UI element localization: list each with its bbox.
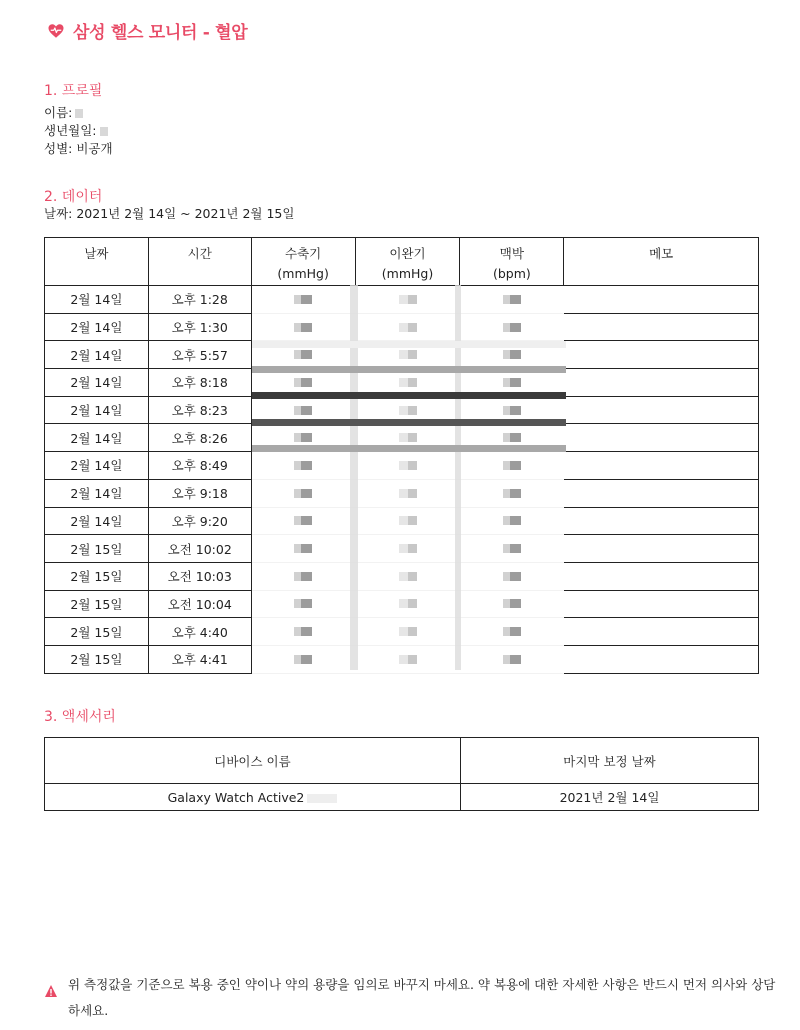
pixelated-value <box>503 516 521 525</box>
profile-name: 이름: <box>44 104 113 122</box>
data-heading: 2. 데이터 <box>44 189 103 205</box>
pixelated-value <box>399 350 417 359</box>
row-diastolic-redacted <box>355 286 460 314</box>
pixelated-value <box>294 433 312 442</box>
row-memo <box>564 535 759 563</box>
table-row <box>45 313 759 341</box>
pixelated-value <box>399 461 417 470</box>
table-header-row <box>45 238 759 286</box>
row-pulse-redacted <box>460 562 564 590</box>
redaction-bar <box>252 445 566 452</box>
pixelated-value <box>399 627 417 636</box>
profile-birth: 생년월일: <box>44 122 113 140</box>
row-pulse-redacted <box>460 645 564 673</box>
row-diastolic-redacted <box>355 645 460 673</box>
pixelated-value <box>294 323 312 332</box>
pixelated-value <box>294 461 312 470</box>
accessory-heading: 3. 액세서리 <box>44 709 116 725</box>
row-time: 오후 5:57 <box>148 341 251 369</box>
pixelated-value <box>399 433 417 442</box>
row-systolic-redacted <box>251 618 355 646</box>
row-time: 오후 9:20 <box>148 507 251 535</box>
table-row <box>45 618 759 646</box>
col-calibration-date: 마지막 보정 날짜 <box>461 738 759 784</box>
redacted-value <box>307 794 337 803</box>
row-systolic-redacted <box>251 535 355 563</box>
row-pulse-redacted <box>460 313 564 341</box>
pixelated-value <box>399 295 417 304</box>
table-row <box>45 479 759 507</box>
row-time: 오후 1:28 <box>148 286 251 314</box>
row-time: 오후 8:18 <box>148 369 251 397</box>
row-date: 2월 15일 <box>45 590 149 618</box>
table-row <box>45 507 759 535</box>
pixelated-value <box>503 461 521 470</box>
pixelated-value <box>399 406 417 415</box>
pixelated-value <box>294 350 312 359</box>
row-diastolic-redacted <box>355 618 460 646</box>
pixelated-value <box>294 295 312 304</box>
row-date: 2월 15일 <box>45 645 149 673</box>
row-diastolic-redacted <box>355 590 460 618</box>
pixelated-value <box>503 655 521 664</box>
table-header-row <box>45 738 759 784</box>
page-title: 삼성 헬스 모니터 - 혈압 <box>73 23 248 43</box>
pixelated-value <box>399 489 417 498</box>
pixelated-value <box>503 433 521 442</box>
pixelated-value <box>399 516 417 525</box>
pixelated-value <box>503 378 521 387</box>
row-diastolic-redacted <box>355 452 460 480</box>
row-systolic-redacted <box>251 479 355 507</box>
col-time: 시간 <box>148 238 251 286</box>
row-diastolic-redacted <box>355 507 460 535</box>
pixelated-value <box>503 599 521 608</box>
row-date: 2월 14일 <box>45 286 149 314</box>
col-date: 날짜 <box>45 238 149 286</box>
row-time: 오전 10:03 <box>148 562 251 590</box>
pixelated-value <box>294 406 312 415</box>
row-memo <box>564 479 759 507</box>
row-date: 2월 14일 <box>45 341 149 369</box>
row-memo <box>564 396 759 424</box>
row-memo <box>564 507 759 535</box>
col-device-name: 디바이스 이름 <box>45 738 461 784</box>
pixelated-value <box>399 655 417 664</box>
row-pulse-redacted <box>460 507 564 535</box>
row-time: 오후 4:40 <box>148 618 251 646</box>
row-time: 오후 1:30 <box>148 313 251 341</box>
pixelated-value <box>294 572 312 581</box>
pixelated-value <box>294 655 312 664</box>
pixelated-value <box>294 599 312 608</box>
row-time: 오후 8:26 <box>148 424 251 452</box>
table-row <box>45 784 759 811</box>
table-row <box>45 535 759 563</box>
redacted-value <box>100 127 108 136</box>
row-date: 2월 15일 <box>45 535 149 563</box>
col-systolic: 수축기 (mmHg) <box>251 238 355 286</box>
pixelated-value <box>294 378 312 387</box>
row-time: 오후 8:23 <box>148 396 251 424</box>
table-row <box>45 286 759 314</box>
pixelated-value <box>503 627 521 636</box>
pixelated-value <box>503 544 521 553</box>
redaction-bar <box>252 419 566 426</box>
row-date: 2월 15일 <box>45 562 149 590</box>
pixelated-value <box>399 378 417 387</box>
row-date: 2월 14일 <box>45 507 149 535</box>
row-time: 오후 8:49 <box>148 452 251 480</box>
table-row <box>45 452 759 480</box>
row-time: 오후 4:41 <box>148 645 251 673</box>
row-diastolic-redacted <box>355 535 460 563</box>
row-time: 오후 9:18 <box>148 479 251 507</box>
table-row <box>45 645 759 673</box>
col-diastolic: 이완기 (mmHg) <box>355 238 460 286</box>
row-date: 2월 14일 <box>45 424 149 452</box>
row-time: 오전 10:04 <box>148 590 251 618</box>
col-memo: 메모 <box>564 238 759 286</box>
profile-info <box>44 104 113 158</box>
row-memo <box>564 369 759 397</box>
row-systolic-redacted <box>251 286 355 314</box>
pixelated-value <box>399 323 417 332</box>
pixelated-value <box>294 544 312 553</box>
pixelated-value <box>294 516 312 525</box>
redaction-bar <box>252 392 566 399</box>
row-memo <box>564 424 759 452</box>
row-pulse-redacted <box>460 535 564 563</box>
pixelated-value <box>294 627 312 636</box>
row-memo <box>564 286 759 314</box>
warning-note <box>44 972 784 1024</box>
row-pulse-redacted <box>460 452 564 480</box>
row-date: 2월 15일 <box>45 618 149 646</box>
table-row <box>45 562 759 590</box>
profile-heading: 1. 프로필 <box>44 83 103 99</box>
pixelated-value <box>399 544 417 553</box>
row-diastolic-redacted <box>355 562 460 590</box>
pixelated-value <box>503 350 521 359</box>
row-date: 2월 14일 <box>45 452 149 480</box>
row-memo <box>564 590 759 618</box>
row-memo <box>564 562 759 590</box>
pixelated-value <box>503 295 521 304</box>
header <box>47 18 247 43</box>
warning-text: 위 측정값을 기준으로 복용 중인 약이나 약의 용량을 임의로 바꾸지 마세요. 약 복용에 대한 자세한 사항은 반드시 먼저 의사와 상담하세요. <box>68 977 776 1018</box>
row-systolic-redacted <box>251 507 355 535</box>
pixelated-value <box>503 489 521 498</box>
redacted-value <box>75 109 83 118</box>
row-time: 오전 10:02 <box>148 535 251 563</box>
heart-pulse-icon <box>47 22 65 40</box>
pixelated-value <box>399 599 417 608</box>
row-date: 2월 14일 <box>45 313 149 341</box>
redaction-bar <box>252 341 566 348</box>
pixelated-value <box>503 323 521 332</box>
profile-gender: 성별: 비공개 <box>44 141 113 156</box>
row-systolic-redacted <box>251 562 355 590</box>
redaction-bar <box>252 366 566 373</box>
row-pulse-redacted <box>460 286 564 314</box>
pixelated-value <box>503 406 521 415</box>
row-pulse-redacted <box>460 590 564 618</box>
calibration-date: 2021년 2월 14일 <box>461 784 759 811</box>
row-diastolic-redacted <box>355 313 460 341</box>
pixelated-value <box>503 572 521 581</box>
pixelated-value <box>399 572 417 581</box>
row-diastolic-redacted <box>355 479 460 507</box>
row-memo <box>564 618 759 646</box>
blood-pressure-table <box>44 237 759 674</box>
row-memo <box>564 341 759 369</box>
row-systolic-redacted <box>251 645 355 673</box>
row-systolic-redacted <box>251 452 355 480</box>
col-pulse: 맥박 (bpm) <box>460 238 564 286</box>
row-memo <box>564 313 759 341</box>
warning-triangle-icon <box>44 984 58 998</box>
row-memo <box>564 645 759 673</box>
row-date: 2월 14일 <box>45 479 149 507</box>
row-systolic-redacted <box>251 313 355 341</box>
table-row <box>45 590 759 618</box>
device-name: Galaxy Watch Active2 <box>45 784 461 811</box>
row-systolic-redacted <box>251 590 355 618</box>
date-range: 날짜: 2021년 2월 14일 ~ 2021년 2월 15일 <box>44 206 295 221</box>
row-pulse-redacted <box>460 479 564 507</box>
row-pulse-redacted <box>460 618 564 646</box>
pixelated-value <box>294 489 312 498</box>
accessory-table <box>44 737 759 811</box>
row-date: 2월 14일 <box>45 396 149 424</box>
row-memo <box>564 452 759 480</box>
row-date: 2월 14일 <box>45 369 149 397</box>
